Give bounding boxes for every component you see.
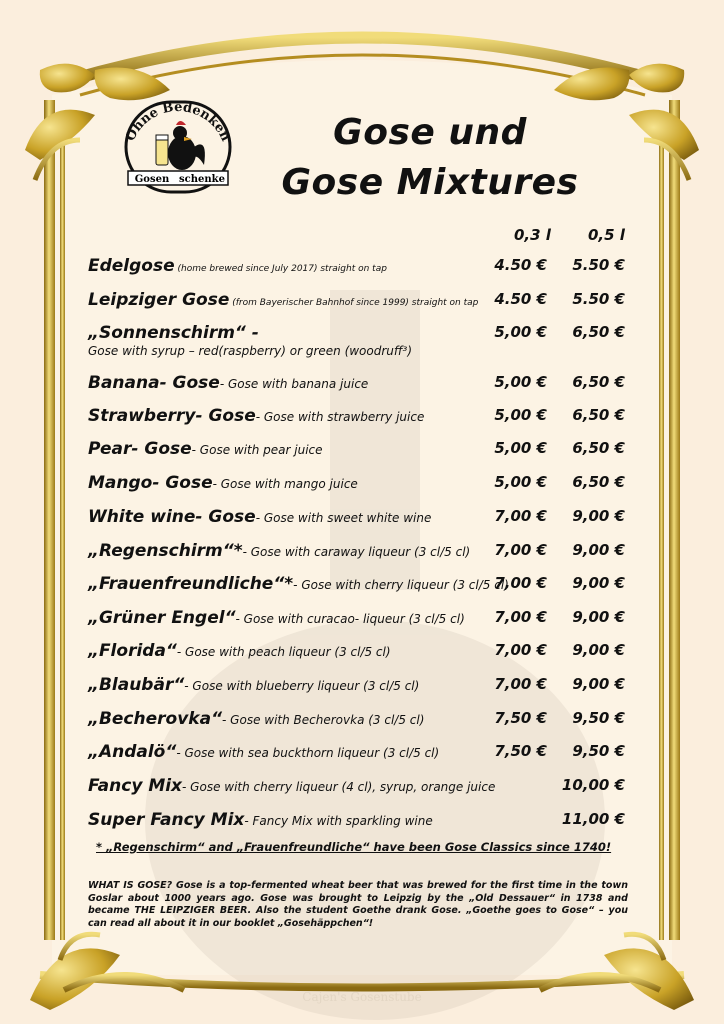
menu-item-name: White wine- Gose: [88, 507, 256, 527]
price-large: 9,00 €: [572, 608, 625, 626]
price-small: 7,00 €: [494, 574, 547, 592]
menu-item: [88, 406, 633, 436]
menu-item-subline: Gose with syrup – red(raspberry) or green (woodruff³): [88, 344, 413, 358]
menu-item: [88, 439, 633, 469]
menu-item: [88, 641, 633, 671]
menu-item-description: - Gose with sweet white wine: [255, 511, 432, 525]
price-small: 5,00 €: [494, 406, 547, 424]
page-title-line2: Gose Mixtures: [281, 162, 579, 203]
footer-watermark: Cajen's Gosenstube: [302, 990, 422, 1004]
menu-item-name: Strawberry- Gose: [88, 406, 256, 426]
what-is-gose-text: WHAT IS GOSE? Gose is a top-fermented wheat beer that was brewed for the first time in the town Goslar about 1000 years ago. Gose was brought to Leipzig by the „Old Dessauer“ in 1738 and became THE LEIPZIGER BEER. Also the student Goethe drank Gose. „Goethe goes to Gose“ – you can read all about it in our booklet „Gosehäppchen“!: [88, 880, 628, 929]
menu-item-name: „Blaubär“: [88, 675, 185, 695]
menu-item-description: - Gose with cherry liqueur (3 cl/5 cl): [293, 578, 509, 592]
price-large: 6,50 €: [572, 323, 625, 341]
menu-item: [88, 742, 633, 772]
menu-item-description: - Gose with curacao- liqueur (3 cl/5 cl): [235, 612, 465, 626]
menu-item: [88, 810, 633, 840]
price-small: 7,00 €: [494, 541, 547, 559]
price-small: 4.50 €: [494, 256, 547, 274]
menu-item-description: - Gose with strawberry juice: [255, 410, 425, 424]
price-large: 6,50 €: [572, 406, 625, 424]
menu-item-description: - Gose with Becherovka (3 cl/5 cl): [222, 713, 425, 727]
menu-item-name: „Becherovka“: [88, 709, 223, 729]
price-large: 9,00 €: [572, 541, 625, 559]
menu-item-name: Pear- Gose: [88, 439, 192, 459]
price-large: 10,00 €: [561, 776, 625, 794]
menu-item-description: - Fancy Mix with sparkling wine: [244, 814, 433, 828]
gosenschenke-logo: [118, 97, 238, 197]
menu-item-description: - Gose with blueberry liqueur (3 cl/5 cl): [184, 679, 420, 693]
menu-item-description: - Gose with mango juice: [212, 477, 358, 491]
menu-item: [88, 675, 633, 705]
menu-item-name: „Andalö“: [88, 742, 177, 762]
menu-item-name: „Frauenfreundliche“*: [88, 574, 294, 594]
menu-item: [88, 323, 633, 358]
menu-item-name: „Sonnenschirm“ -: [88, 323, 259, 343]
price-large: 9,00 €: [572, 507, 625, 525]
menu-item: [88, 373, 633, 403]
menu-item: [88, 776, 633, 806]
menu-item: [88, 256, 633, 286]
price-large: 9,00 €: [572, 675, 625, 693]
price-small: 5,00 €: [494, 323, 547, 341]
menu-item-name: „Grüner Engel“: [88, 608, 236, 628]
price-small: 5,00 €: [494, 373, 547, 391]
classics-note: * „Regenschirm“ and „Frauenfreundliche“ have been Gose Classics since 1740!: [96, 840, 612, 854]
menu-item-description: - Gose with cherry liqueur (4 cl), syrup, orange juice: [182, 780, 496, 794]
menu-item: [88, 507, 633, 537]
menu-item-description: - Gose with sea buckthorn liqueur (3 cl/5 cl): [176, 746, 440, 760]
menu-item-name: Edelgose: [88, 256, 175, 276]
menu-item-description: (from Bayerischer Bahnhof since 1999) straight on tap: [229, 298, 479, 308]
price-small: 7,50 €: [494, 742, 547, 760]
menu-item: [88, 608, 633, 638]
menu-item-name: Banana- Gose: [88, 373, 220, 393]
menu-item-name: „Florida“: [88, 641, 177, 661]
price-large: 9,00 €: [572, 574, 625, 592]
price-small: 5,00 €: [494, 473, 547, 491]
menu-item-name: Fancy Mix: [88, 776, 183, 796]
menu-item-name: „Regenschirm“*: [88, 541, 243, 561]
price-small: 7,00 €: [494, 641, 547, 659]
menu-item-description: - Gose with caraway liqueur (3 cl/5 cl): [242, 545, 471, 559]
page-title-line1: Gose und: [333, 112, 527, 153]
menu-item: [88, 574, 633, 604]
logo-text-right: schenke: [179, 174, 225, 185]
menu-item: [88, 290, 633, 320]
price-large: 9,50 €: [572, 709, 625, 727]
menu-item-description: - Gose with banana juice: [219, 377, 369, 391]
price-small: 7,00 €: [494, 507, 547, 525]
menu-item-name: Leipziger Gose: [88, 290, 230, 310]
price-small: 7,00 €: [494, 608, 547, 626]
menu-item-name: Mango- Gose: [88, 473, 213, 493]
price-small: 7,00 €: [494, 675, 547, 693]
price-small: 4.50 €: [494, 290, 547, 308]
price-large: 9,00 €: [572, 641, 625, 659]
menu-item: [88, 541, 633, 571]
column-header-large: 0,5 l: [588, 226, 625, 244]
menu-item-description: - Gose with peach liqueur (3 cl/5 cl): [176, 645, 391, 659]
price-large: 6,50 €: [572, 473, 625, 491]
logo-arc-text: Ohne Bedenken: [123, 99, 233, 144]
menu-item-description: - Gose with pear juice: [191, 443, 323, 457]
menu-item: [88, 709, 633, 739]
price-large: 6,50 €: [572, 373, 625, 391]
price-large: 9,50 €: [572, 742, 625, 760]
menu-item-name: Super Fancy Mix: [88, 810, 245, 830]
logo-text-left: Gosen: [134, 174, 170, 185]
price-large: 6,50 €: [572, 439, 625, 457]
price-large: 5.50 €: [572, 290, 625, 308]
price-large: 5.50 €: [572, 256, 625, 274]
menu-item: [88, 473, 633, 503]
price-small: 7,50 €: [494, 709, 547, 727]
price-large: 11,00 €: [561, 810, 625, 828]
column-header-small: 0,3 l: [514, 226, 551, 244]
menu-item-description: (home brewed since July 2017) straight on tap: [174, 264, 387, 274]
price-small: 5,00 €: [494, 439, 547, 457]
